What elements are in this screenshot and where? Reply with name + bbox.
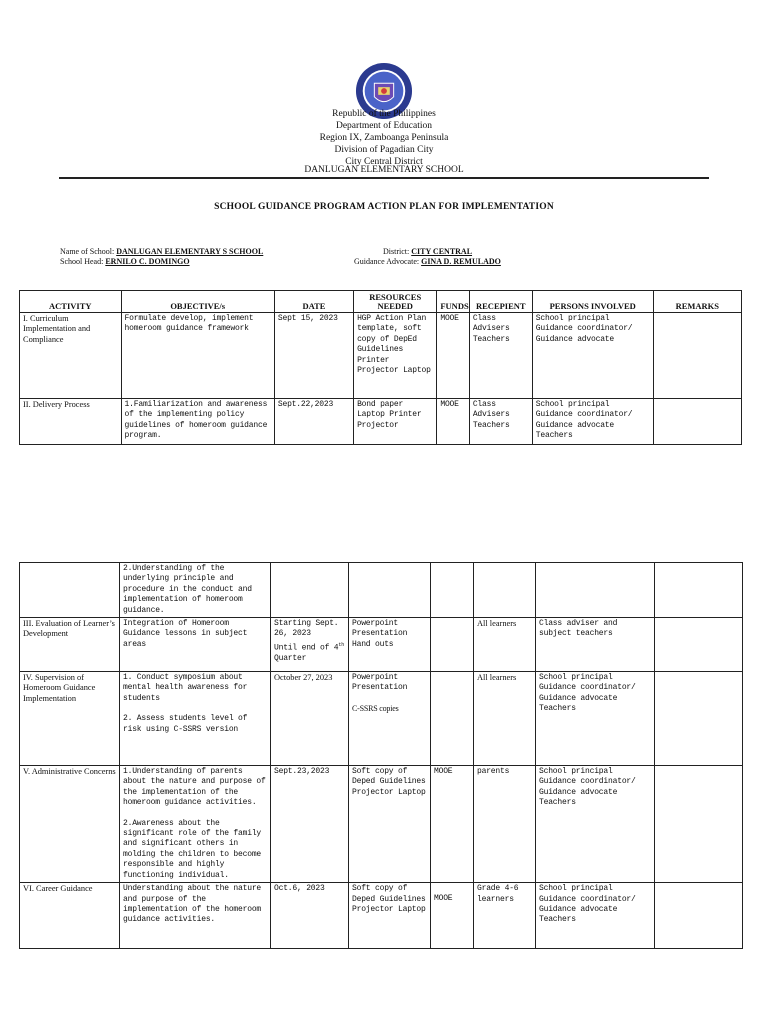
funds-cell: MOOE	[431, 766, 474, 883]
district-field	[383, 247, 472, 257]
table-row	[20, 672, 743, 766]
resources-cell	[349, 672, 431, 766]
col-funds: FUNDS	[437, 291, 469, 313]
date-cell	[271, 618, 349, 672]
col-remarks: REMARKS	[653, 291, 741, 313]
division-line: Division of Pagadian City	[334, 145, 434, 155]
activity-cell: I. Curriculum Implementation and Compliance	[20, 313, 122, 399]
objective-cell	[120, 766, 271, 883]
date-start: Starting Sept. 26, 2023	[274, 619, 339, 639]
school-head-label: School Head:	[60, 257, 104, 266]
recipient-cell: All learners	[474, 672, 536, 766]
activity-cell: VI. Career Guidance	[20, 883, 120, 949]
funds-cell	[431, 672, 474, 766]
objective-cell: Formulate develop, implement homeroom guidance framework	[121, 313, 274, 399]
persons-cell: School principal Guidance coordinator/ Guidance advocate Teachers	[536, 766, 655, 883]
school-name-value: DANLUGAN ELEMENTARY S SCHOOL	[116, 247, 264, 256]
school-name-field	[60, 247, 263, 257]
action-plan-table-page2	[19, 562, 743, 949]
date-cell: Sept 15, 2023	[274, 313, 353, 399]
funds-cell: MOOE	[437, 399, 469, 445]
objective-item: 2. Assess students level of risk using C-SSRS version	[123, 714, 248, 734]
district-value: CITY CENTRAL	[411, 247, 473, 256]
recipient-cell: Class Advisers Teachers	[469, 313, 532, 399]
date-until-text: Until end of 4	[274, 643, 339, 653]
guidance-advocate-label: Guidance Advocate:	[354, 257, 420, 266]
table-header-row	[20, 291, 742, 313]
remarks-cell	[653, 313, 741, 399]
resources-cell: Powerpoint Presentation Hand outs	[349, 618, 431, 672]
republic-line: Republic of the Philippines	[332, 109, 436, 119]
recipient-cell: parents	[474, 766, 536, 883]
remarks-cell	[655, 618, 743, 672]
recipient-cell: All learners	[474, 618, 536, 672]
remarks-cell	[655, 766, 743, 883]
objective-item: 2.Awareness about the significant role of the family and significant others in molding the children to become responsible and highly functioning individual.	[123, 818, 262, 880]
table-row	[20, 883, 743, 949]
date-quarter: Quarter	[274, 653, 307, 663]
district-line: City Central District	[345, 157, 423, 167]
remarks-cell	[655, 672, 743, 766]
district-label: District:	[383, 247, 410, 256]
col-resources: RESOURCES NEEDED	[354, 291, 437, 313]
persons-cell: School principal Guidance coordinator/ Guidance advocate Teachers	[536, 883, 655, 949]
activity-cell: V. Administrative Concerns	[20, 766, 120, 883]
document-title: SCHOOL GUIDANCE PROGRAM ACTION PLAN FOR IMPLEMENTATION	[214, 202, 554, 212]
date-superscript: th	[338, 641, 345, 648]
col-persons: PERSONS INVOLVED	[532, 291, 653, 313]
funds-cell	[431, 563, 474, 618]
date-cell	[271, 563, 349, 618]
date-cell: Oct.6, 2023	[271, 883, 349, 949]
objective-cell: 1.Familiarization and awareness of the implementing policy guidelines of homeroom guidance program.	[121, 399, 274, 445]
persons-cell	[536, 563, 655, 618]
objective-item: 1.Understanding of parents about the nature and purpose of the implementation of the homeroom guidance activities.	[123, 767, 266, 808]
resources-cell: HGP Action Plan template, soft copy of DepEd Guidelines Printer Projector Laptop	[354, 313, 437, 399]
resources-cell: Soft copy of Deped Guidelines Projector Laptop	[349, 766, 431, 883]
guidance-advocate-field	[354, 257, 501, 267]
table-row	[20, 618, 743, 672]
objective-cell	[120, 672, 271, 766]
date-cell: Sept.22,2023	[274, 399, 353, 445]
funds-cell: MOOE	[437, 313, 469, 399]
activity-cell: III. Evaluation of Learner’s Development	[20, 618, 120, 672]
school-name-label: Name of School:	[60, 247, 115, 256]
resources-cell: Soft copy of Deped Guidelines Projector Laptop	[349, 883, 431, 949]
table-row	[20, 313, 742, 399]
funds-cell: MOOE	[431, 883, 474, 949]
objective-cell: 2.Understanding of the underlying principle and procedure in the conduct and implementation of homeroom guidance.	[120, 563, 271, 618]
department-line: Department of Education	[335, 121, 433, 131]
activity-cell: II. Delivery Process	[20, 399, 122, 445]
date-cell: Sept.23,2023	[271, 766, 349, 883]
remarks-cell	[653, 399, 741, 445]
resources-cell	[349, 563, 431, 618]
col-recipient: RECEPIENT	[469, 291, 532, 313]
resource-item: C-SSRS copies	[352, 703, 399, 713]
school-head-value: ERNILO C. DOMINGO	[105, 257, 190, 266]
recipient-cell: Class Advisers Teachers	[469, 399, 532, 445]
persons-cell: School principal Guidance coordinator/ Guidance advocate Teachers	[536, 672, 655, 766]
region-line: Region IX, Zamboanga Peninsula	[319, 133, 449, 143]
school-head-field	[60, 257, 190, 267]
col-date: DATE	[274, 291, 353, 313]
persons-cell: School principal Guidance coordinator/ Guidance advocate	[532, 313, 653, 399]
objective-cell: Integration of Homeroom Guidance lessons in subject areas	[120, 618, 271, 672]
table-row	[20, 766, 743, 883]
remarks-cell	[655, 883, 743, 949]
objective-cell: Understanding about the nature and purpose of the implementation of the homeroom guidance activities.	[120, 883, 271, 949]
action-plan-table-page1	[19, 290, 742, 445]
activity-cell: IV. Supervision of Homeroom Guidance Implementation	[20, 672, 120, 766]
persons-cell: Class adviser and subject teachers	[536, 618, 655, 672]
resource-item: Powerpoint Presentation	[352, 673, 408, 693]
date-until	[274, 640, 345, 654]
school-name-header: DANLUGAN ELEMENTARY SCHOOL	[304, 165, 464, 175]
table-row	[20, 399, 742, 445]
activity-cell	[20, 563, 120, 618]
objective-item: 1. Conduct symposium about mental health awareness for students	[123, 673, 248, 703]
col-objective: OBJECTIVE/s	[121, 291, 274, 313]
funds-cell	[431, 618, 474, 672]
remarks-cell	[655, 563, 743, 618]
persons-cell: School principal Guidance coordinator/ Guidance advocate Teachers	[532, 399, 653, 445]
header-divider	[59, 177, 709, 179]
guidance-advocate-value: GINA D. REMULADO	[421, 257, 501, 266]
table-row	[20, 563, 743, 618]
col-activity: ACTIVITY	[20, 291, 122, 313]
recipient-cell: Grade 4-6 learners	[474, 883, 536, 949]
date-cell: October 27, 2023	[271, 672, 349, 766]
resources-cell: Bond paper Laptop Printer Projector	[354, 399, 437, 445]
recipient-cell	[474, 563, 536, 618]
